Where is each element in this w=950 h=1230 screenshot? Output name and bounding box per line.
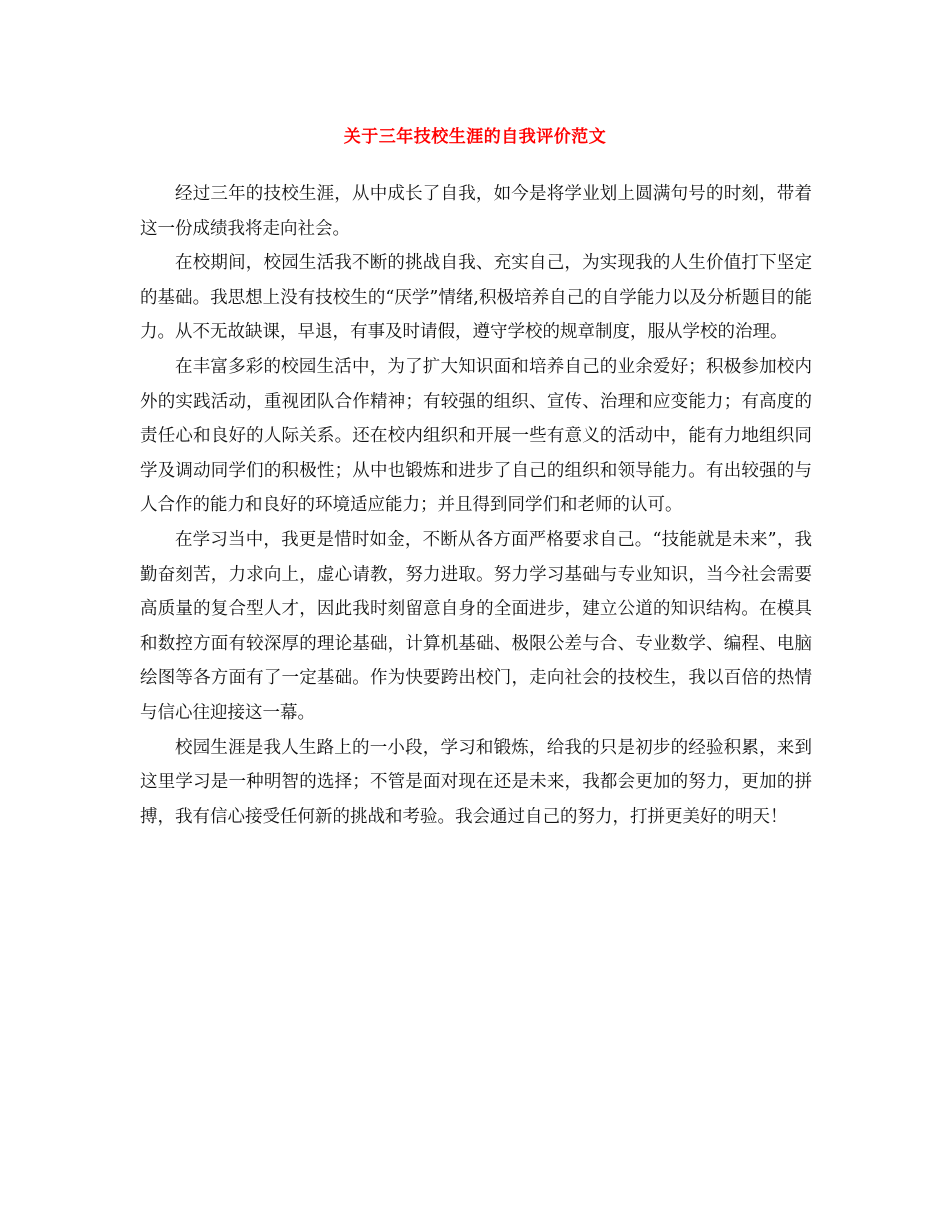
paragraph-3: 在丰富多彩的校园生活中，为了扩大知识面和培养自己的业余爱好；积极参加校内外的实践活动，重视团队合作精神；有较强的组织、宣传、治理和应变能力；有高度的责任心和良好的人际关系。还在校内组织和开展一些有意义的活动中，能有力地组织同学及调动同学们的积极性；从中也锻炼和进步了自己的组织和领导能力。有出较强的与人合作的能力和良好的环境适应能力；并且得到同学们和老师的认可。 <box>140 356 812 516</box>
paragraph-2: 在校期间，校园生活我不断的挑战自我、充实自己，为实现我的人生价值打下坚定的基础。我思想上没有技校生的“厌学”情绪,积极培养自己的自学能力以及分析题目的能力。从不无故缺课，早退，有事及时请假，遵守学校的规章制度，服从学校的治理。 <box>140 253 812 343</box>
paragraph-5: 校园生涯是我人生路上的一小段，学习和锻炼，给我的只是初步的经验积累，来到这里学习是一种明智的选择；不管是面对现在还是未来，我都会更加的努力，更加的拼搏，我有信心接受任何新的挑战和考验。我会通过自己的努力，打拼更美好的明天！ <box>140 737 812 827</box>
document-title: 关于三年技校生涯的自我评价范文 <box>343 127 607 147</box>
paragraph-4: 在学习当中，我更是惜时如金，不断从各方面严格要求自己。“技能就是未来”，我勤奋刻苦，力求向上，虚心请教，努力进取。努力学习基础与专业知识，当今社会需要高质量的复合型人才，因此我时刻留意自身的全面进步，建立公道的知识结构。在模具和数控方面有较深厚的理论基础，计算机基础、极限公差与合、专业数学、编程、电脑绘图等各方面有了一定基础。作为快要跨出校门，走向社会的技校生，我以百倍的热情与信心往迎接这一幕。 <box>140 529 812 723</box>
document-body <box>140 177 812 834</box>
paragraph-1: 经过三年的技校生涯，从中成长了自我，如今是将学业划上圆满句号的时刻，带着这一份成绩我将走向社会。 <box>140 184 812 239</box>
